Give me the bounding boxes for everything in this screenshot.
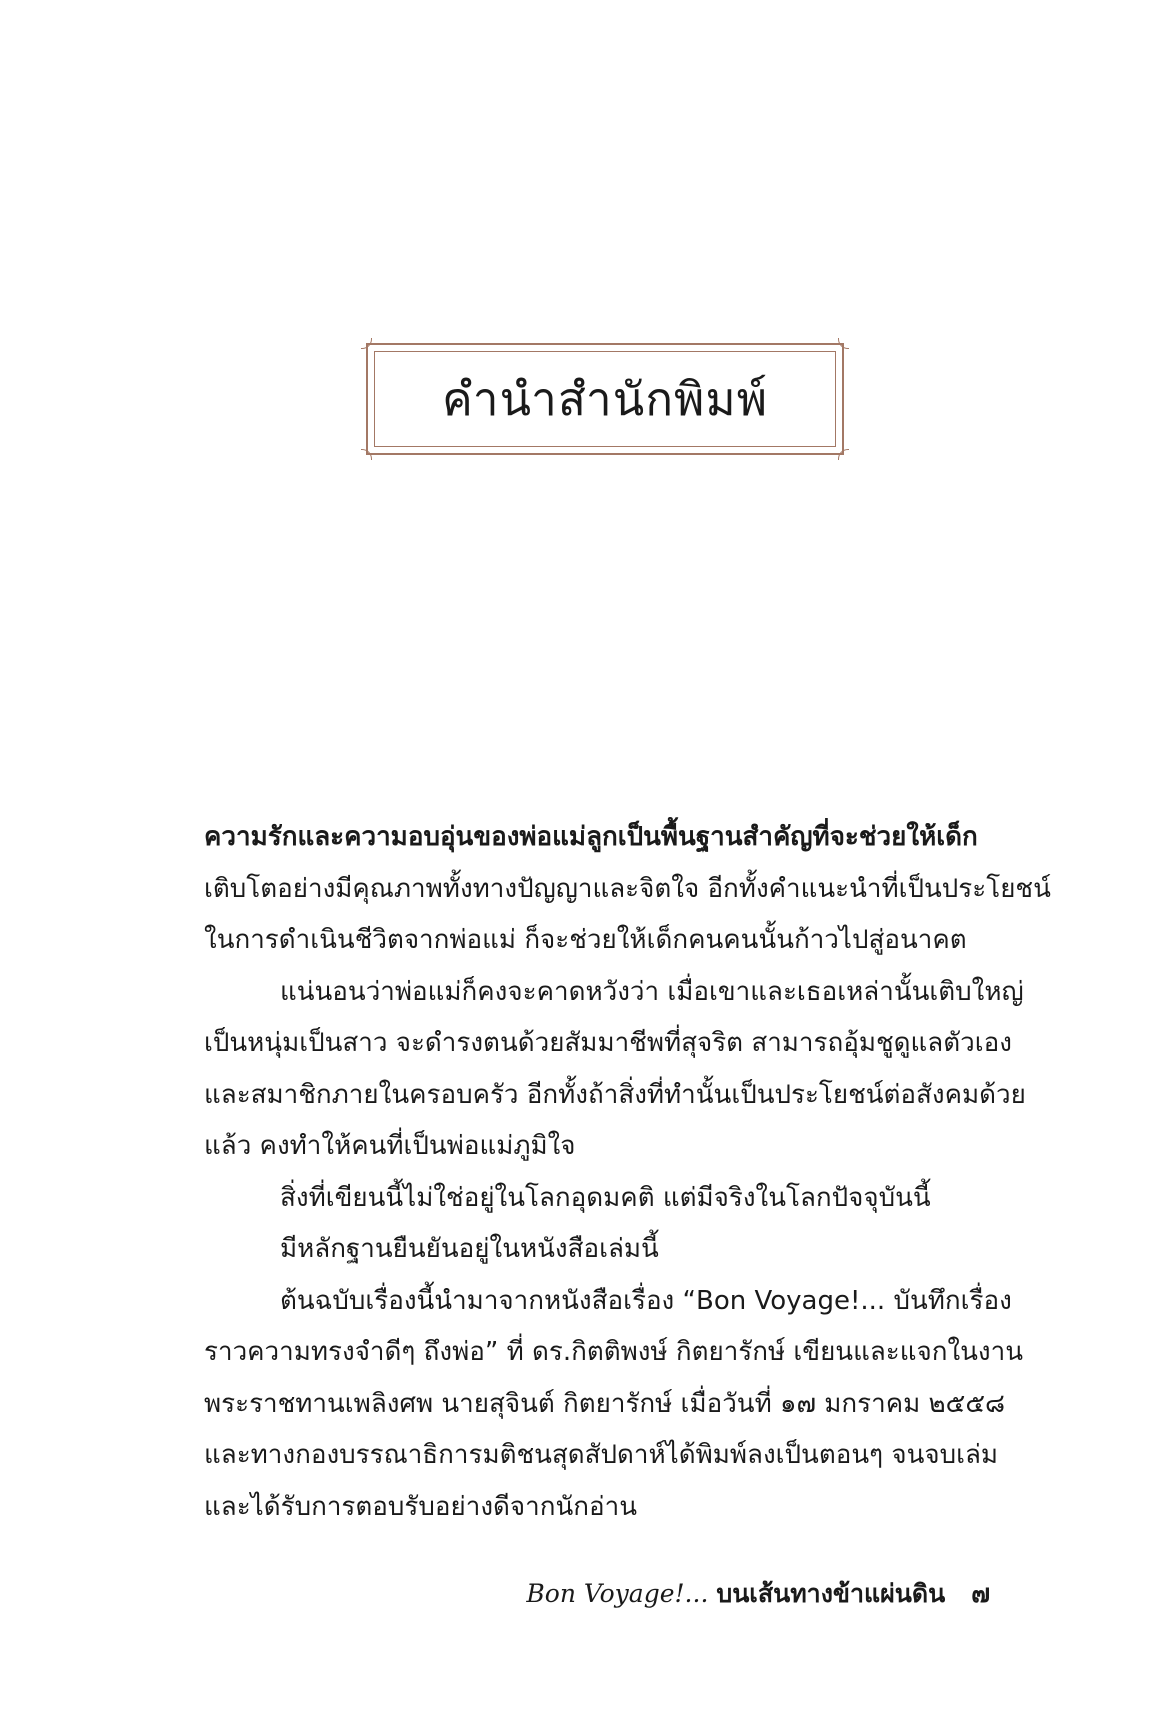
paragraph-line: แน่นอนว่าพ่อแม่ก็คงจะคาดหวังว่า เมื่อเขาและเธอเหล่านั้นเติบใหญ่: [280, 976, 1024, 1007]
paragraph-line: เติบโตอย่างมีคุณภาพทั้งทางปัญญาและจิตใจ อีกทั้งคำแนะนำที่เป็นประโยชน์: [204, 873, 1051, 904]
title-frame: [366, 343, 844, 455]
page-title: คำนำสำนักพิมพ์: [441, 371, 769, 426]
paragraph-line: แล้ว คงทำให้คนที่เป็นพ่อแม่ภูมิใจ: [204, 1131, 576, 1161]
paragraph-line: สิ่งที่เขียนนี้ไม่ใช่อยู่ในโลกอุดมคติ แต่มีจริงในโลกปัจจุบันนี้: [280, 1182, 931, 1213]
footer-book-title-thai: บนเส้นทางข้าแผ่นดิน: [716, 1579, 946, 1608]
running-footer: [526, 1574, 990, 1614]
paragraph-line: และได้รับการตอบรับอย่างดีจากนักอ่าน: [204, 1491, 637, 1522]
footer-book-title-italic: Bon Voyage!...: [526, 1579, 709, 1608]
paragraph-line: ราวความทรงจำดีๆ ถึงพ่อ” ที่ ดร.กิตติพงษ์ กิตยารักษ์ เขียนและแจกในงาน: [204, 1337, 1023, 1367]
paragraph-line: ต้นฉบับเรื่องนี้นำมาจากหนังสือเรื่อง “Bon Voyage!... บันทึกเรื่อง: [280, 1285, 1012, 1316]
body-text: [204, 812, 1051, 1533]
page-number: ๗: [971, 1579, 990, 1608]
paragraph-line: พระราชทานเพลิงศพ นายสุจินต์ กิตยารักษ์ เมื่อวันที่ ๑๗ มกราคม ๒๕๕๘: [204, 1388, 1006, 1419]
paragraph-line: และสมาชิกภายในครอบครัว อีกทั้งถ้าสิ่งที่ทำนั้นเป็นประโยชน์ต่อสังคมด้วย: [204, 1079, 1026, 1110]
paragraph-line: เป็นหนุ่มเป็นสาว จะดำรงตนด้วยสัมมาชีพที่สุจริต สามารถอุ้มชูดูแลตัวเอง: [204, 1028, 1012, 1058]
paragraph-line: มีหลักฐานยืนยันอยู่ในหนังสือเล่มนี้: [280, 1234, 659, 1264]
paragraph-line: และทางกองบรรณาธิการมติชนสุดสัปดาห์ได้พิมพ์ลงเป็นตอนๆ จนจบเล่ม: [204, 1440, 999, 1470]
paragraph-line: ในการดำเนินชีวิตจากพ่อแม่ ก็จะช่วยให้เด็กคนคนนั้นก้าวไปสู่อนาคต: [204, 925, 967, 955]
paragraph-line: ความรักและความอบอุ่นของพ่อแม่ลูกเป็นพื้นฐานสำคัญที่จะช่วยให้เด็ก: [204, 822, 978, 852]
